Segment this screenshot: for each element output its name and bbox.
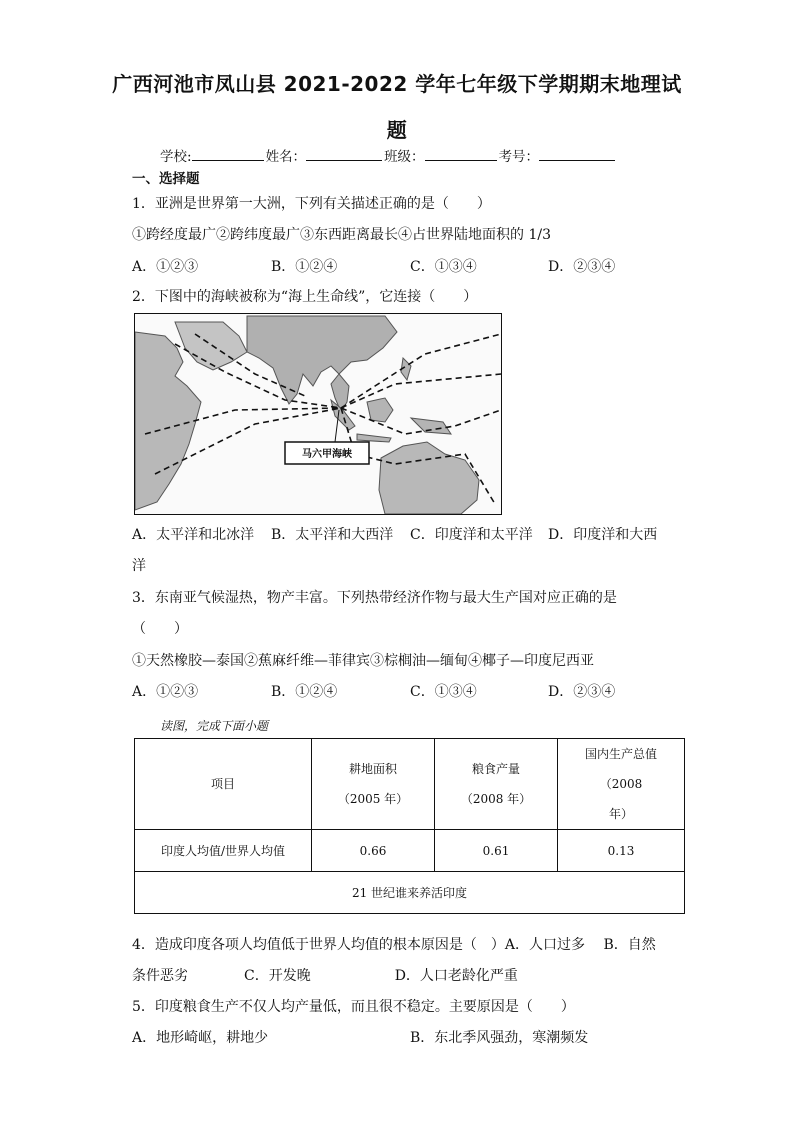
africa-landmass (135, 332, 201, 510)
option-d[interactable]: D．印度洋和大西 (548, 527, 658, 543)
question-3-stem: 3．东南亚气候湿热，物产丰富。下列热带经济作物与最大生产国对应正确的是 (132, 590, 617, 606)
class-blank[interactable] (425, 146, 497, 161)
header-grain-line1: 粮食产量 (471, 762, 520, 776)
header-farmland-line1: 耕地面积 (348, 762, 397, 776)
header-gdp-line2: 年） (608, 807, 633, 821)
india-data-table (134, 738, 685, 914)
grain-value: 0.61 (435, 830, 558, 872)
table-header-row (135, 739, 685, 830)
question-4-stem: 4．造成印度各项人均值低于世界人均值的根本原因是（ ）A．人口过多 B．自然 (132, 937, 656, 953)
header-gdp-line1: 国内生产总值（2008 (584, 747, 657, 791)
option-a[interactable]: A．太平洋和北冰洋 (132, 527, 255, 543)
header-item: 项目 (135, 739, 312, 830)
option-b[interactable]: B．太平洋和大西洋 (271, 527, 394, 543)
header-grain-line2: （2008 年） (460, 792, 532, 806)
gdp-value: 0.13 (558, 830, 685, 872)
header-gdp (558, 739, 685, 830)
option-d[interactable]: D．②③④ (548, 684, 616, 700)
option-a[interactable]: A．①②③ (132, 684, 199, 700)
question-2-option-d-wrap: 洋 (132, 558, 146, 574)
option-a[interactable]: A．①②③ (132, 259, 199, 275)
option-b[interactable]: B．①②④ (271, 684, 338, 700)
document-title-continued: 题 (386, 118, 408, 142)
exam-no-blank[interactable] (539, 146, 615, 161)
question-3-stem-wrap: （ ） (132, 621, 188, 637)
name-blank[interactable] (306, 146, 382, 161)
strait-label: 马六甲海峡 (302, 449, 352, 460)
row-label: 印度人均值/世界人均值 (135, 830, 312, 872)
question-1-stem: 1．亚洲是世界第一大洲，下列有关描述正确的是（ ） (132, 196, 491, 212)
school-blank[interactable] (192, 146, 264, 161)
header-grain (435, 739, 558, 830)
farmland-value: 0.66 (312, 830, 435, 872)
table-row (135, 830, 685, 872)
option-b[interactable]: B．东北季风强劲，寒潮频发 (410, 1030, 589, 1046)
option-c[interactable]: C．①③④ (410, 259, 477, 275)
table-footer-row (135, 872, 685, 914)
header-farmland-line2: （2005 年） (337, 792, 409, 806)
question-5-stem: 5．印度粮食生产不仅人均产量低，而且很不稳定。主要原因是（ ） (132, 999, 575, 1015)
school-label: 学校: (160, 149, 192, 165)
option-b[interactable]: B．①②④ (271, 259, 338, 275)
table-footer: 21 世纪谁来养活印度 (135, 872, 685, 914)
exam-no-label: 考号： (498, 149, 540, 165)
australia-landmass (379, 442, 479, 514)
java-island (357, 434, 391, 442)
strait-map-figure (135, 314, 501, 514)
question-3-items: ①天然橡胶—泰国②蕉麻纤维—菲律宾③棕榈油—缅甸④椰子—印度尼西亚 (132, 653, 594, 669)
option-a[interactable]: A．地形崎岖，耕地少 (132, 1030, 269, 1046)
class-label: 班级： (384, 149, 425, 165)
borneo-island (367, 398, 393, 422)
question-2-stem: 2．下图中的海峡被称为“海上生命线”，它连接（ ） (132, 289, 478, 305)
option-c[interactable]: C．印度洋和太平洋 (410, 527, 533, 543)
strait-map (134, 313, 502, 515)
option-d[interactable]: D．②③④ (548, 259, 616, 275)
question-4-options-line2: 条件恶劣 C．开发晚 D．人口老龄化严重 (132, 968, 518, 984)
document-title: 广西河池市凤山县 2021-2022 学年七年级下学期期末地理试 (112, 72, 682, 96)
asia-landmass (247, 316, 397, 404)
option-c[interactable]: C．①③④ (410, 684, 477, 700)
student-info-row (160, 145, 617, 165)
arabia-landmass (175, 322, 247, 370)
name-label: 姓名： (265, 149, 307, 165)
table-caption: 读图，完成下面小题 (160, 719, 269, 733)
section-heading: 一、选择题 (132, 171, 200, 187)
question-1-items: ①跨经度最广②跨纬度最广③东西距离最长④占世界陆地面积的 1/3 (132, 227, 551, 243)
header-farmland (312, 739, 435, 830)
